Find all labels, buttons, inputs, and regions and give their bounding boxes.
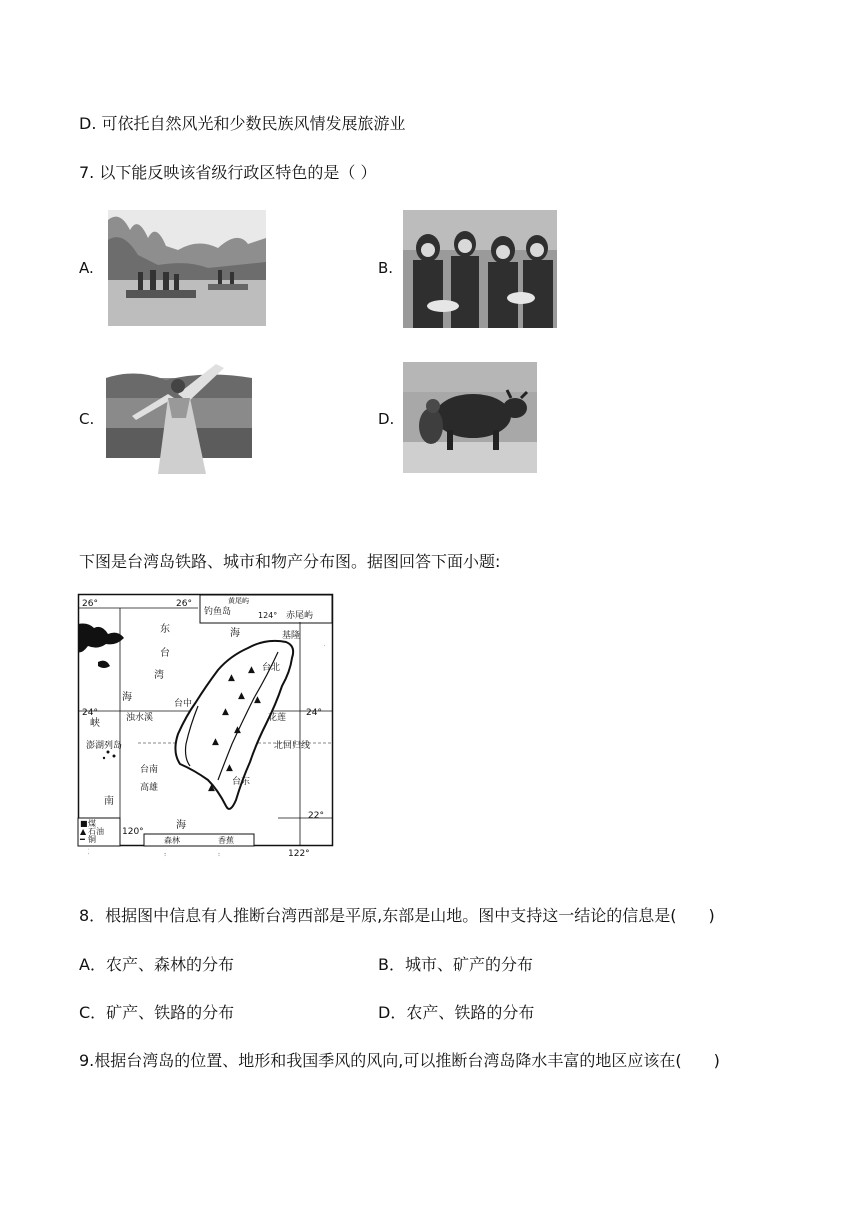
label-22: 22° (308, 811, 324, 821)
legend-oil: 石油 (88, 827, 104, 836)
place-taibei: 台北 (262, 663, 281, 673)
q8-option-a: A．农产、森林的分布 (79, 955, 234, 974)
label-26-left: 26° (82, 599, 98, 609)
label-124: 124° (258, 611, 278, 620)
label-122: 122° (288, 849, 310, 859)
q7-stem: 7. 以下能反映该省级行政区特色的是（ ） (79, 163, 377, 182)
svg-text:▲: ▲ (248, 665, 255, 675)
svg-text:▲: ▲ (222, 707, 229, 717)
q7-label-c: C. (79, 410, 95, 428)
svg-text:▲: ▲ (238, 691, 245, 701)
sea-nan: 南 (104, 796, 114, 807)
label-chiweiyu: 赤尾屿 (286, 611, 314, 621)
label-120: 120° (122, 827, 144, 837)
q7-label-b: B. (378, 259, 394, 277)
q9-stem: 9.根据台湾岛的位置、地形和我国季风的风向,可以推断台湾岛降水丰富的地区应该在( ) (79, 1051, 720, 1070)
photo-bamboo-raft (108, 210, 266, 326)
legend-forest: 森林 (164, 836, 180, 845)
legend-rice: 水稻 (164, 854, 166, 855)
label-huangweiyu: 黄尾屿 (228, 597, 249, 605)
legend-copper: 铜 (88, 835, 96, 844)
legend-coal: 煤 (88, 819, 96, 828)
svg-text:━: ━ (80, 835, 85, 844)
q7-label-d: D. (378, 410, 395, 428)
q7-label-a: A. (79, 259, 94, 277)
svg-text:▲: ▲ (212, 737, 219, 747)
photo-uyghur-women (403, 210, 557, 328)
svg-text:▲: ▲ (80, 827, 87, 836)
sea-hai-3: 海 (176, 820, 186, 831)
place-hualian: 花莲 (268, 713, 287, 723)
place-tropic: 北回归线 (274, 741, 311, 751)
legend-sulfur: 硫 (88, 854, 89, 855)
sea-xia: 峡 (90, 718, 100, 729)
sea-hai-4: 海 (324, 646, 325, 647)
legend-gold: 金 (88, 850, 89, 851)
label-26-mid: 26° (176, 599, 192, 609)
place-taizhong: 台中 (174, 699, 193, 709)
photo-yak-herder (403, 362, 537, 473)
place-jilong: 基隆 (282, 631, 301, 641)
sea-tai: 台 (160, 648, 170, 659)
map-intro: 下图是台湾岛铁路、城市和物产分布图。据图回答下面小题: (79, 552, 501, 571)
label-24-right: 24° (306, 708, 322, 718)
svg-text:▲: ▲ (208, 783, 215, 793)
photo-korean-dancer (106, 358, 252, 480)
sea-hai-2: 海 (230, 628, 240, 639)
legend-banana: 香蕉 (218, 836, 234, 845)
svg-text:▲: ▲ (234, 725, 241, 735)
label-diaoyudao: 钓鱼岛 (204, 607, 232, 617)
svg-text:■: ■ (80, 819, 88, 828)
q8-option-d: D．农产、铁路的分布 (378, 1003, 535, 1022)
svg-text:▲: ▲ (228, 673, 235, 683)
legend-sugarcane: 甘蔗 (164, 856, 166, 857)
sea-wan: 湾 (154, 670, 164, 681)
place-tainan: 台南 (140, 765, 159, 775)
q8-option-c: C．矿产、铁路的分布 (79, 1003, 235, 1022)
q8-option-b: B．城市、矿产的分布 (378, 955, 533, 974)
label-24-left: 24° (82, 708, 98, 718)
svg-text:▲: ▲ (226, 763, 233, 773)
place-gaoxiong: 高雄 (140, 783, 159, 793)
q6-option-d: D. 可依托自然风光和少数民族风情发展旅游业 (79, 114, 406, 133)
q8-stem: 8．根据图中信息有人推断台湾西部是平原,东部是山地。图中支持这一结论的信息是( ) (79, 906, 715, 925)
sea-dong: 东 (160, 624, 170, 635)
place-zhuoshuixi: 浊水溪 (126, 713, 154, 723)
place-penghu: 澎湖列岛 (86, 741, 123, 751)
legend-pineapple: 菠萝 (218, 854, 220, 855)
sea-hai-1: 海 (122, 692, 132, 703)
svg-text:▲: ▲ (254, 695, 261, 705)
taiwan-map (78, 594, 333, 859)
legend-tea: 茶叶 (218, 856, 220, 857)
place-taidong: 台东 (232, 777, 251, 787)
